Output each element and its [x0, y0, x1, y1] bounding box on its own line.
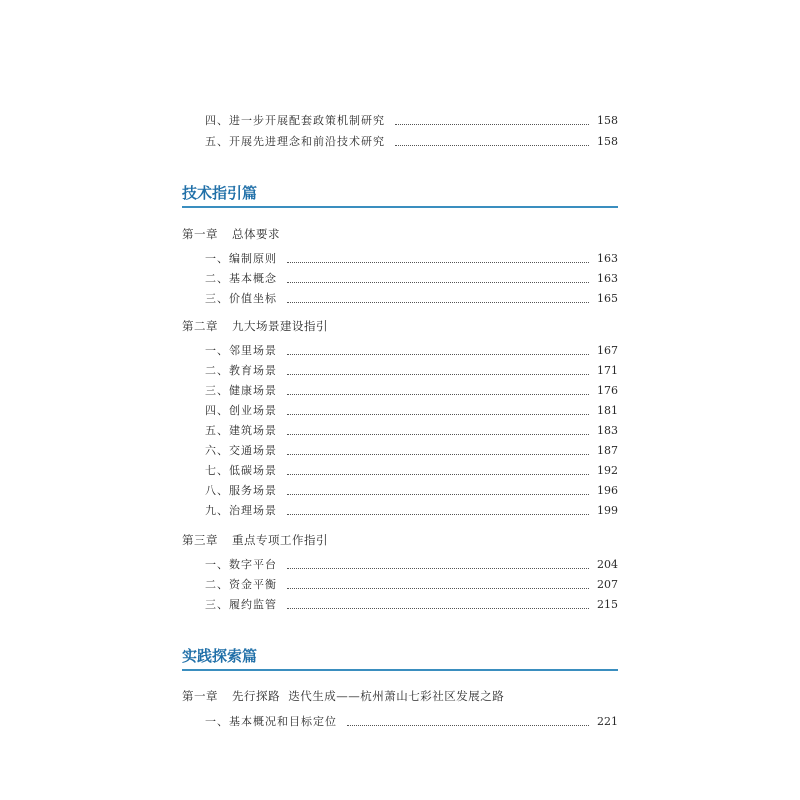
dot-leader: [287, 262, 589, 263]
section-header: [182, 647, 618, 671]
entry-page: 181: [597, 404, 618, 417]
entry-page: 167: [597, 344, 618, 357]
chapter-heading[interactable]: [182, 532, 328, 548]
dot-leader: [287, 474, 589, 475]
entry-title: 八、服务场景: [205, 484, 277, 497]
dot-leader: [287, 568, 589, 569]
chapter-heading[interactable]: [182, 318, 328, 334]
entry-page: 215: [597, 598, 618, 611]
entry-title: 五、开展先进理念和前沿技术研究: [205, 135, 385, 148]
toc-entry[interactable]: [205, 420, 618, 438]
toc-entry[interactable]: [205, 248, 618, 266]
entry-page: 199: [597, 504, 618, 517]
dot-leader: [347, 725, 589, 726]
toc-entry[interactable]: [205, 380, 618, 398]
section-header: [182, 184, 618, 208]
chapter-number: 第一章: [182, 227, 218, 241]
chapter-heading[interactable]: [182, 226, 280, 242]
dot-leader: [287, 414, 589, 415]
entry-page: 187: [597, 444, 618, 457]
toc-entry[interactable]: [205, 554, 618, 572]
toc-entry[interactable]: [205, 131, 618, 149]
dot-leader: [287, 454, 589, 455]
section-title: 技术指引篇: [182, 184, 258, 202]
chapter-title: 九大场景建设指引: [232, 319, 328, 333]
chapter-title: 重点专项工作指引: [232, 533, 328, 547]
entry-page: 165: [597, 292, 618, 305]
entry-page: 171: [597, 364, 618, 377]
section-title: 实践探索篇: [182, 647, 258, 665]
dot-leader: [287, 394, 589, 395]
entry-page: 163: [597, 252, 618, 265]
entry-title: 五、建筑场景: [205, 424, 277, 437]
toc-entry[interactable]: [205, 500, 618, 518]
dot-leader: [395, 124, 589, 125]
toc-entry[interactable]: [205, 460, 618, 478]
dot-leader: [287, 494, 589, 495]
entry-page: 163: [597, 272, 618, 285]
entry-page: 158: [597, 114, 618, 127]
entry-title: 一、编制原则: [205, 252, 277, 265]
dot-leader: [287, 302, 589, 303]
entry-title: 二、教育场景: [205, 364, 277, 377]
entry-title: 一、邻里场景: [205, 344, 277, 357]
entry-title: 一、数字平台: [205, 558, 277, 571]
entry-title: 一、基本概况和目标定位: [205, 715, 337, 728]
entry-page: 192: [597, 464, 618, 477]
dot-leader: [287, 514, 589, 515]
chapter-number: 第三章: [182, 533, 218, 547]
dot-leader: [287, 282, 589, 283]
entry-title: 三、价值坐标: [205, 292, 277, 305]
toc-entry[interactable]: [205, 400, 618, 418]
chapter-number: 第二章: [182, 319, 218, 333]
entry-title: 四、创业场景: [205, 404, 277, 417]
toc-entry[interactable]: [205, 594, 618, 612]
toc-entry[interactable]: [205, 360, 618, 378]
entry-title: 三、履约监管: [205, 598, 277, 611]
entry-title: 二、资金平衡: [205, 578, 277, 591]
dot-leader: [287, 374, 589, 375]
toc-entry[interactable]: [205, 480, 618, 498]
chapter-number: 第一章: [182, 689, 218, 703]
dot-leader: [287, 434, 589, 435]
entry-page: 183: [597, 424, 618, 437]
entry-title: 九、治理场景: [205, 504, 277, 517]
entry-title: 七、低碳场景: [205, 464, 277, 477]
entry-title: 三、健康场景: [205, 384, 277, 397]
toc-entry[interactable]: [205, 268, 618, 286]
entry-page: 204: [597, 558, 618, 571]
toc-entry[interactable]: [205, 440, 618, 458]
entry-title: 四、进一步开展配套政策机制研究: [205, 114, 385, 127]
toc-entry[interactable]: [205, 711, 618, 729]
dot-leader: [287, 354, 589, 355]
toc-entry[interactable]: [205, 340, 618, 358]
toc-entry[interactable]: [205, 288, 618, 306]
dot-leader: [287, 588, 589, 589]
entry-page: 176: [597, 384, 618, 397]
entry-page: 158: [597, 135, 618, 148]
entry-page: 221: [597, 715, 618, 728]
entry-page: 207: [597, 578, 618, 591]
chapter-title: 先行探路 迭代生成——杭州萧山七彩社区发展之路: [232, 689, 505, 703]
toc-entry[interactable]: [205, 110, 618, 128]
toc-entry[interactable]: [205, 574, 618, 592]
entry-page: 196: [597, 484, 618, 497]
dot-leader: [395, 145, 589, 146]
chapter-heading[interactable]: [182, 688, 504, 704]
entry-title: 二、基本概念: [205, 272, 277, 285]
chapter-title: 总体要求: [232, 227, 280, 241]
dot-leader: [287, 608, 589, 609]
entry-title: 六、交通场景: [205, 444, 277, 457]
